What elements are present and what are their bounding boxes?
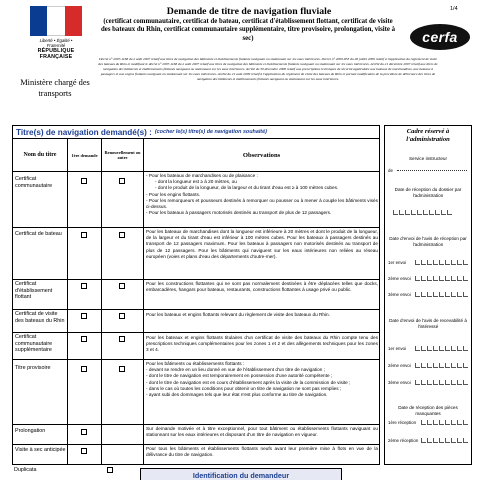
admin-envoi-3: 3ème envoi xyxy=(388,292,411,297)
checkbox-visite-sec-first[interactable] xyxy=(81,448,87,454)
checkbox-certificat-bateau-first[interactable] xyxy=(81,232,87,238)
col-first-header: 1ère demande xyxy=(71,152,98,158)
logo-republic: RÉPUBLIQUE FRANÇAISE xyxy=(37,48,75,60)
col-renewal-header: Renouvellement ou autre xyxy=(104,150,141,160)
admin-de: de xyxy=(388,168,393,173)
row-text-etablissement-flottant: Pour les constructions flottantes qui ne sont pas normalement destinées à être déplacées telles que docks, embarcadères, hangars pour bateaux, restaurants, constructions flottantes à usage privé ou public. xyxy=(146,281,378,293)
admin-recev-1: 1er envoi xyxy=(388,346,407,351)
row-label-visite-sec: Visite à sec anticipée xyxy=(15,447,66,453)
admin-title: Cadre réservé à l'administration xyxy=(406,128,450,143)
row-text-visite-rhin: Pour les bateaux et engins flottants relevant du règlement de visite des bateaux du Rhin. xyxy=(146,312,330,317)
row-label-etablissement-flottant: Certificat d'établissement flottant xyxy=(15,281,53,301)
admin-envoi-1: 1er envoi xyxy=(388,260,407,265)
row-text-visite-sec: Pour tous les bâtiments et établissements flottants neufs avant leur première mise à flots en vue de la délivrance du titre de navigation. xyxy=(146,446,378,458)
legal-references: Décret n° 2007-1168 du 2 août 2007 relatif aux titres de navigation des bâtiments et établissements flottants naviguant ou stationnant sur les eaux intérieures. Décret n° 2009-853 du 28 juillet 2009 relatif à l'application du règlement de visite des bateaux du Rhin et modifiant le décret n° 2007-1168 du 2 août 2007 relatif aux titres de navigation des bâtiments et établissements flottants naviguant ou stationnant sur les eaux intérieures. Arrêté du 21 décembre 2007 relatif aux titres de navigation des bâtiments et établissements flottants naviguant ou stationnant sur les eaux intérieures. Arrêté du 30 décembre 2008 relatif aux prescriptions techniques de sécurité applicables aux bateaux de marchandises, aux bateaux à passagers et aux engins flottants naviguant ou stationnant sur les eaux intérieures. Arrêté du 21 août 2009 relatif à l'application du règlement de visite des bateaux du Rhin et portant modification de la procédure de délivrance des titres de navigation des bâtiments et établissements flottants naviguant ou stationnant sur les eaux intérieures. xyxy=(98,57,438,82)
admin-reception-1: 1ère réception xyxy=(388,420,417,425)
checkbox-visite-rhin-first[interactable] xyxy=(81,313,87,319)
section-identification-header: Identification du demandeur xyxy=(140,468,342,480)
checkbox-certificat-communautaire-first[interactable] xyxy=(81,178,87,184)
row5-item: - devant se rendre en un lieu donné en vue de l'établissement d'un titre de navigation ; xyxy=(146,367,378,373)
row-text-communautaire-supplementaire: Pour les bateaux et engins flottants titulaires d'un certificat de visite des bateaux du Rhin compte tenu des prescriptions techniques complémentaires pour les zones 1 et 2 et des allègements techniques pour les zones 3 et 4. xyxy=(146,335,378,353)
reception-1-field[interactable] xyxy=(421,420,468,425)
recev-1-field[interactable] xyxy=(415,346,468,351)
checkbox-titre-provisoire-renewal[interactable] xyxy=(119,366,125,372)
row-text-certificat-bateau: Pour les bateaux de marchandises dont la longueur est inférieure à 20 mètres et dont le produit de la longueur, de la largeur et du tirant d'eau est inférieur à 100 mètres cubes. Pour les bateaux à passagers destinés au transport de 12 passagers maximum. Pour les bateaux à passagers non motorisés destinés au transport de plus de 12 passagers. Pour les bâtiments qui naviguent sur les eaux intérieures non reliées au réseau européen (voies et plans d'eau des départements d'outre-mer). xyxy=(146,229,378,259)
page-number: 1/4 xyxy=(450,6,458,12)
row-label-visite-rhin: Certificat de visite des bateaux du Rhin xyxy=(15,311,65,324)
row-text-titre-provisoire xyxy=(146,361,378,398)
admin-recev-3: 3ème envoi xyxy=(388,380,411,385)
form-title: Demande de titre de navigation fluviale xyxy=(166,6,332,17)
col-observations-header: Observations xyxy=(242,151,281,159)
form-subtitle: (certificat communautaire, certificat de bateau, certificat d'établissement flottant, certificat de visite des bateaux du Rhin, certificat communautaire supplémentaire, titre provisoire, prolongation, visite à sec) xyxy=(101,18,395,42)
checkbox-communautaire-supplementaire-renewal[interactable] xyxy=(119,336,125,342)
envoi-1-field[interactable] xyxy=(415,260,468,265)
checkbox-titre-provisoire-first[interactable] xyxy=(81,366,87,372)
row-label-prolongation: Prolongation xyxy=(15,428,46,434)
col-name-header: Nom du titre xyxy=(23,152,57,158)
row-label-certificat-bateau: Certificat de bateau xyxy=(15,231,62,237)
reception-2-field[interactable] xyxy=(421,438,468,443)
envoi-3-field[interactable] xyxy=(415,292,468,297)
checkbox-etablissement-flottant-first[interactable] xyxy=(81,283,87,289)
envoi-2-field[interactable] xyxy=(415,276,468,281)
admin-date-reception: Date de réception du dossier par l'administration xyxy=(394,187,462,198)
admin-recev-2: 2ème envoi xyxy=(388,363,411,368)
admin-reception-2: 2ème réception xyxy=(388,438,419,443)
row-text-prolongation: Sur demande motivée et à titre exceptionnel, pour tout bâtiment ou établissements flottants naviguant ou stationnant sur les eaux intérieures et disposant d'un titre de navigation en vigueur. xyxy=(146,426,378,438)
row0-item: - Pour les remorqueurs et pousseurs destinés à remorquer ou pousser ou à mener à couple les bâtiments visés ci-dessus. xyxy=(146,198,378,210)
form-header xyxy=(0,0,480,120)
checkbox-certificat-bateau-renewal[interactable] xyxy=(119,232,125,238)
checkbox-duplicata[interactable] xyxy=(107,467,113,473)
row0-item: - Pour les bateaux de marchandises ou de plaisance : xyxy=(146,173,378,179)
checkbox-prolongation-first[interactable] xyxy=(81,429,87,435)
row-label-duplicata: Duplicata xyxy=(14,467,37,473)
admin-envoi-2: 2ème envoi xyxy=(388,276,411,281)
row5-item: - dont le titre de navigation est temporairement en possession d'une autorité compétente ; xyxy=(146,373,378,379)
row-label-certificat-communautaire: Certificat communautaire xyxy=(15,176,53,189)
ministry-name: Ministère chargé des transports xyxy=(20,78,90,98)
row0-item: - dont le produit de la longueur, de la largeur et du tirant d'eau est ≥ à 100 mètres cubes. xyxy=(146,185,378,191)
logo-motto: Liberté • Égalité • Fraternité xyxy=(39,38,73,48)
row-label-communautaire-supplementaire: Certificat communautaire supplémentaire xyxy=(15,334,53,354)
marianne-icon xyxy=(30,6,82,36)
section-note: (cocher le(s) titre(s) de navigation souhaité) xyxy=(154,129,267,135)
row0-item: - dont la longueur est ≥ à 20 mètres, ou xyxy=(146,179,378,185)
republic-logo xyxy=(30,6,82,60)
cerfa-logo: cerfa xyxy=(410,24,470,50)
row5-item: - ayant subi des dommages tels que leur état n'est plus conforme au titre de navigation. xyxy=(146,392,378,398)
section-title: Titre(s) de navigation demandé(s) : xyxy=(16,127,152,137)
checkbox-visite-rhin-renewal[interactable] xyxy=(119,313,125,319)
checkbox-etablissement-flottant-renewal[interactable] xyxy=(119,283,125,289)
admin-date-envoi: Date d'envoi de l'avis de réception par l'administration xyxy=(389,236,467,247)
row5-item: - dans le cas où toutes les conditions pour obtenir un titre de navigation ne sont pas remplies ; xyxy=(146,386,378,392)
row0-item: - Pour les engins flottants. xyxy=(146,192,378,198)
section-header xyxy=(12,125,380,138)
row0-item: - Pour les bateaux à passagers motorisés destinés au transport de plus de 12 passagers. xyxy=(146,210,378,216)
admin-pieces-manquantes: Date de réception des pièces manquantes xyxy=(398,405,458,416)
row-label-titre-provisoire: Titre provisoire xyxy=(15,365,51,371)
admin-reserved-box xyxy=(384,125,472,465)
admin-date-recevabilite: Date d'envoi de l'avis de recevabilité à l'intéressé xyxy=(389,318,467,329)
date-reception-field[interactable] xyxy=(393,210,452,215)
recev-3-field[interactable] xyxy=(415,380,468,385)
recev-2-field[interactable] xyxy=(415,363,468,368)
checkbox-certificat-communautaire-renewal[interactable] xyxy=(119,178,125,184)
admin-service: Service instructeur xyxy=(408,156,448,161)
titles-table xyxy=(12,138,380,465)
row5-intro: Pour les bâtiments ou établissements flottants : xyxy=(146,361,245,366)
row5-item: - dont le titre de navigation est en cours d'établissement après la visite de la commission de visite ; xyxy=(146,380,378,386)
row-text-certificat-communautaire xyxy=(146,173,378,216)
checkbox-communautaire-supplementaire-first[interactable] xyxy=(81,336,87,342)
